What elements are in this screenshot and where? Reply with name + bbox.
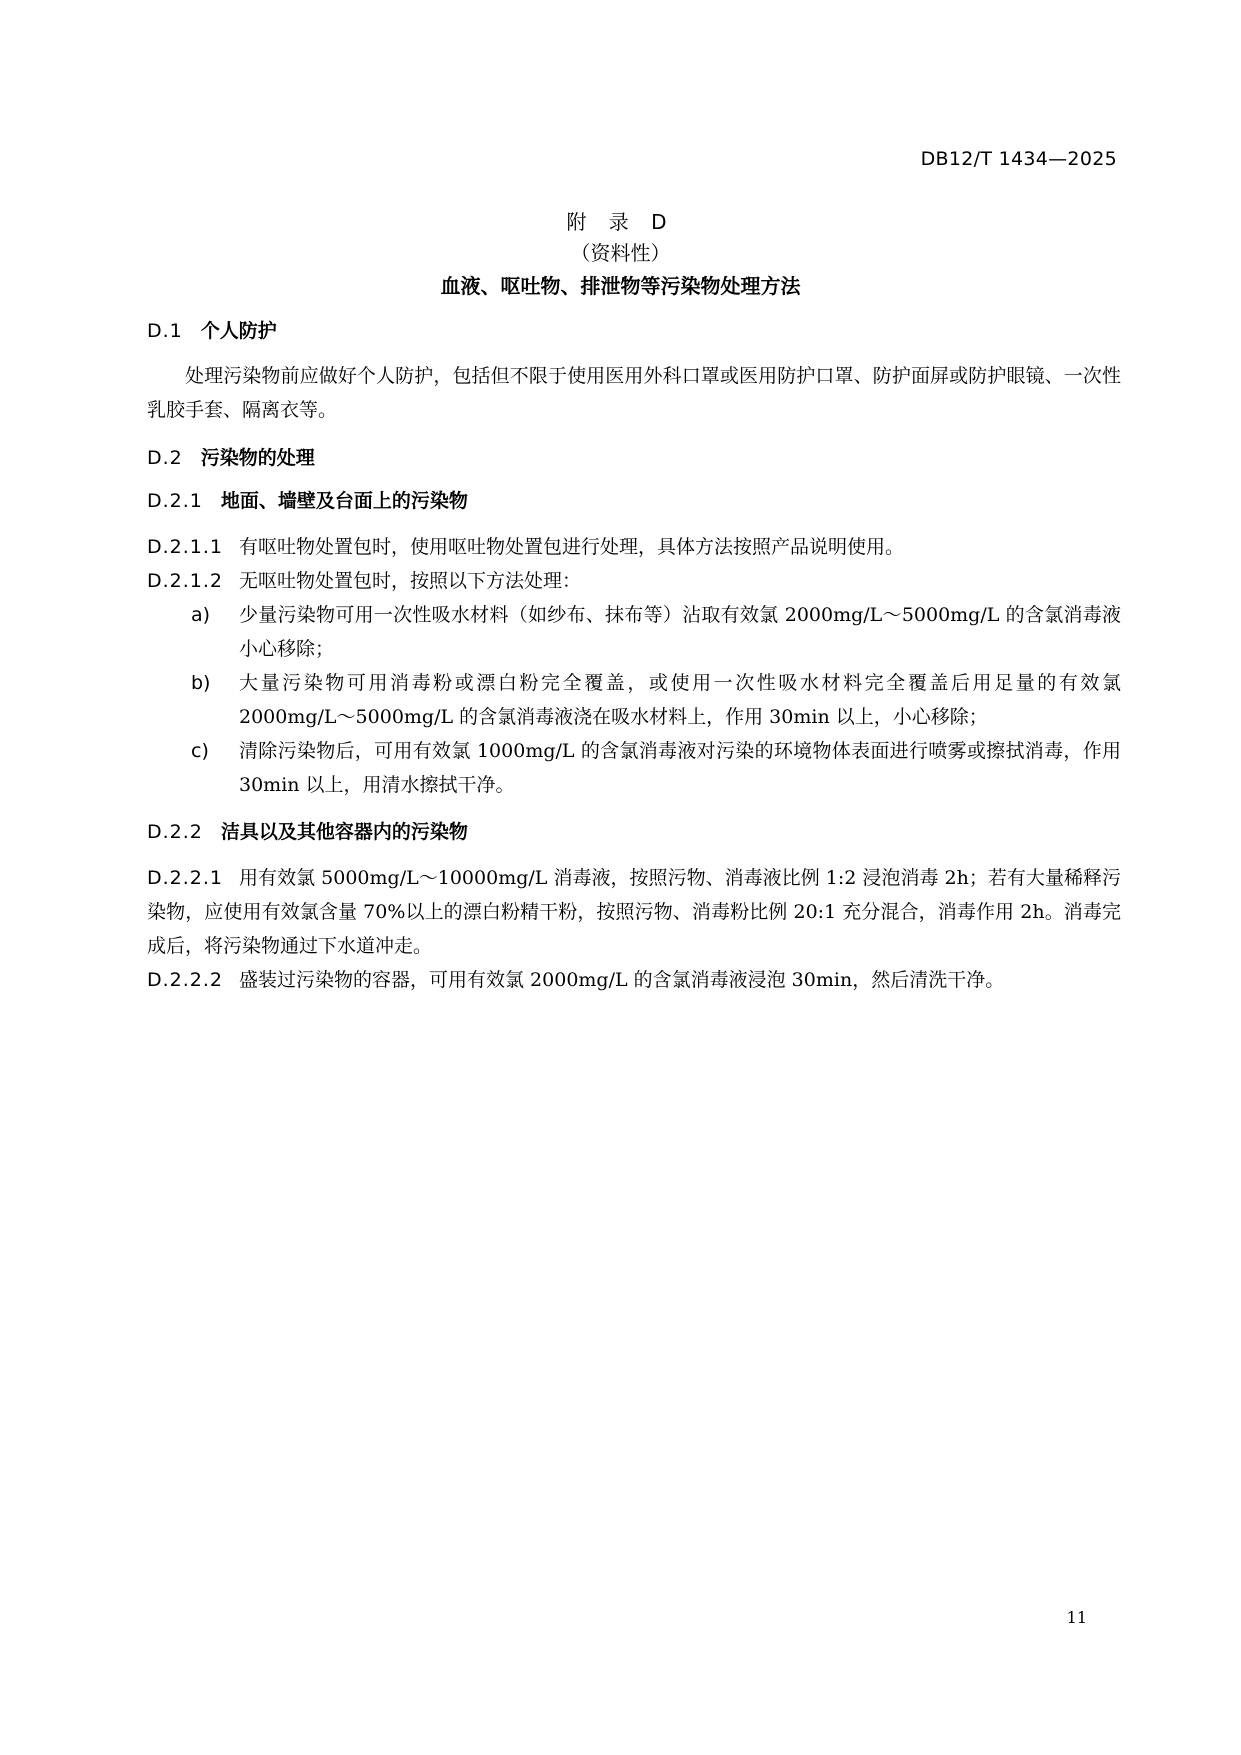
list-item-text: 大量污染物可用消毒粉或漂白粉完全覆盖，或使用一次性吸水材料完全覆盖后用足量的有效氯 2000mg/L～5000mg/L 的含氯消毒液浇在吸水材料上，作用 30min 以上，小心移除；	[239, 672, 1121, 728]
list-item-c	[147, 734, 1121, 802]
section-d1-text: 处理污染物前应做好个人防护，包括但不限于使用医用外科口罩或医用防护口罩、防护面屏或防护眼镜、一次性乳胶手套、隔离衣等。	[147, 365, 1121, 421]
section-heading-d2	[147, 444, 1121, 472]
clause-d221	[147, 861, 1121, 963]
list-marker: a)	[191, 604, 211, 626]
document-body	[147, 317, 1121, 997]
clause-number: D.2.2.2	[147, 969, 224, 991]
clause-text: 无呕吐物处置包时，按照以下方法处理：	[239, 570, 582, 592]
list-item-text: 清除污染物后，可用有效氯 1000mg/L 的含氯消毒液对污染的环境物体表面进行喷雾或擦拭消毒，作用 30min 以上，用清水擦拭干净。	[239, 740, 1121, 796]
appendix-label: 附 录 D	[566, 210, 675, 234]
clause-text: 有呕吐物处置包时，使用呕吐物处置包进行处理，具体方法按照产品说明使用。	[239, 536, 905, 558]
section-number: D.2	[147, 447, 183, 469]
section-number: D.2.2	[147, 821, 203, 843]
list-item-a	[147, 598, 1121, 666]
section-title: 洁具以及其他容器内的污染物	[220, 821, 468, 843]
list-item-b	[147, 666, 1121, 734]
standard-code: DB12/T 1434—2025	[920, 148, 1117, 170]
section-number: D.1	[147, 320, 183, 342]
section-number: D.2.1	[147, 490, 203, 512]
section-heading-d1	[147, 317, 1121, 345]
clause-d222	[147, 963, 1121, 997]
section-title: 个人防护	[200, 320, 277, 342]
section-heading-d21	[147, 487, 1121, 515]
section-heading-d22	[147, 818, 1121, 846]
list-item-text: 少量污染物可用一次性吸水材料（如纱布、抹布等）沾取有效氯 2000mg/L～5000mg/L 的含氯消毒液小心移除；	[239, 604, 1121, 660]
clause-number: D.2.1.1	[147, 536, 224, 558]
page-number: 11	[1066, 1608, 1087, 1627]
clause-number: D.2.1.2	[147, 570, 224, 592]
clause-text: 盛装过污染物的容器，可用有效氯 2000mg/L 的含氯消毒液浸泡 30min，然后清洗干净。	[239, 969, 1005, 991]
clause-d211	[147, 530, 1121, 564]
appendix-nature: （资料性）	[570, 241, 671, 265]
clause-d212	[147, 564, 1121, 598]
appendix-title: 血液、呕吐物、排泄物等污染物处理方法	[440, 274, 801, 298]
clause-text: 用有效氯 5000mg/L～10000mg/L 消毒液，按照污物、消毒液比例 1:2 浸泡消毒 2h；若有大量稀释污染物，应使用有效氯含量 70%以上的漂白粉精干粉，按照污物、消毒粉比例 20:1 充分混合，消毒作用 2h。消毒完成后，将污染物通过下水道冲走。	[147, 867, 1121, 957]
section-title: 地面、墙壁及台面上的污染物	[220, 490, 468, 512]
list-marker: b)	[191, 672, 211, 694]
section-title: 污染物的处理	[200, 447, 315, 469]
list-marker: c)	[191, 740, 209, 762]
clause-number: D.2.2.1	[147, 867, 224, 889]
